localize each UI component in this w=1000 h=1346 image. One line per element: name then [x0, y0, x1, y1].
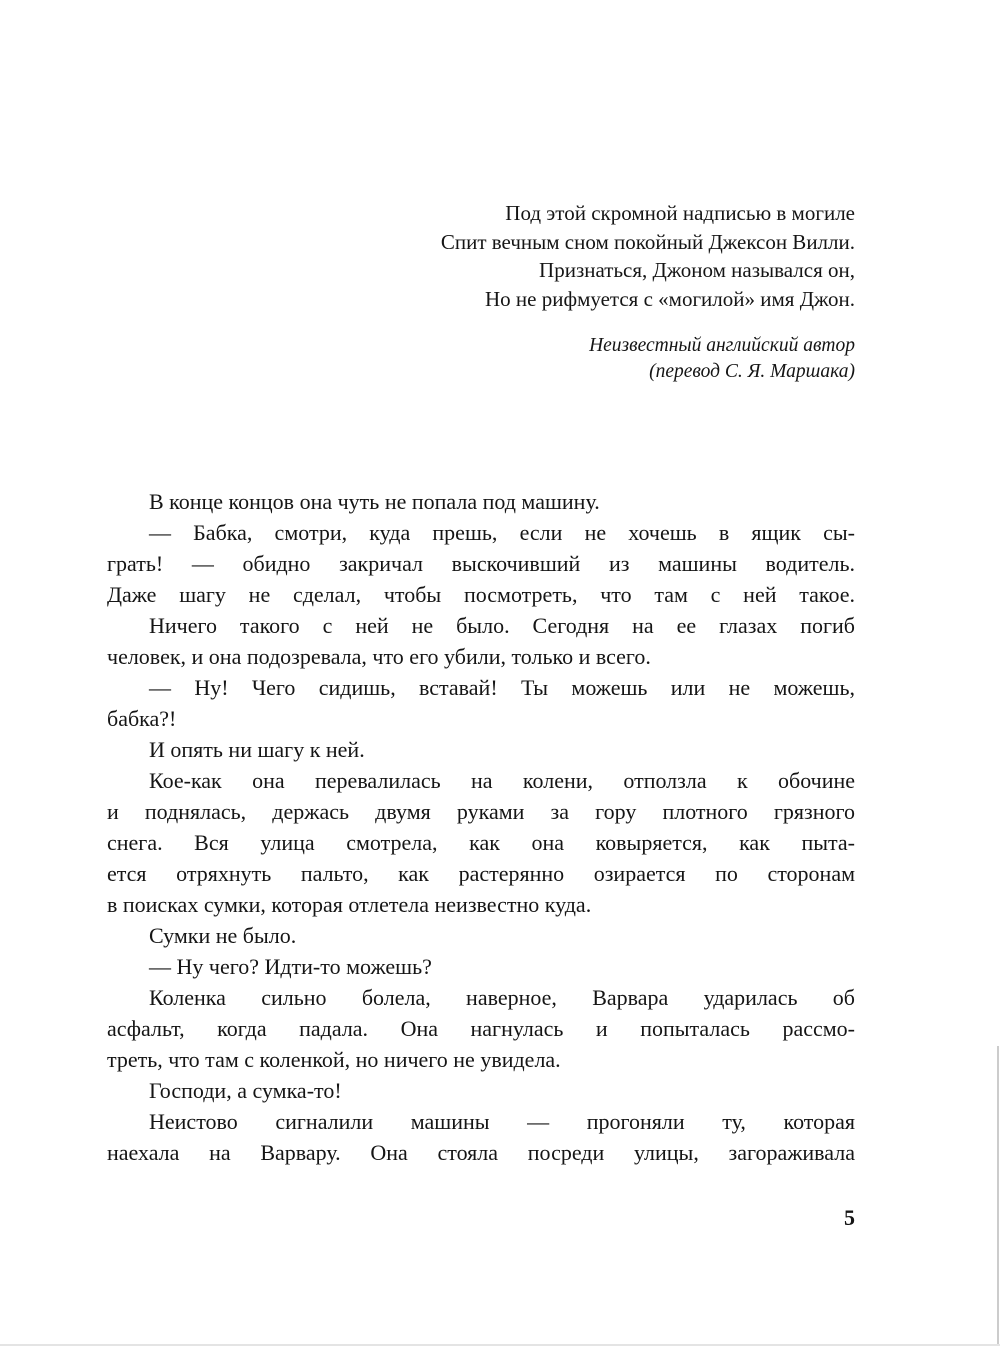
text-line: В конце концов она чуть не попала под машину.	[149, 489, 600, 514]
poem-line: Под этой скромной надписью в могиле	[505, 201, 855, 225]
attribution-line: (перевод С. Я. Маршака)	[649, 361, 855, 382]
text-line: И опять ни шагу к ней.	[149, 737, 365, 762]
text-line: асфальт, когда падала. Она нагнулась и попыталась рассмо-	[107, 1016, 855, 1041]
text-line: снега. Вся улица смотрела, как она ковыряется, как пыта-	[107, 830, 855, 855]
text-line: наехала на Варвару. Она стояла посреди улицы, загораживала	[107, 1140, 855, 1165]
text-line: Кое-как она перевалилась на колени, отползла к обочине	[149, 768, 855, 793]
text-line: и поднялась, держась двумя руками за гору плотного грязного	[107, 799, 855, 824]
epigraph-poem	[441, 199, 855, 313]
scan-edge-artifact	[997, 1046, 999, 1346]
poem-line: Но не рифмуется с «могилой» имя Джон.	[485, 286, 855, 311]
poem-line: Признаться, Джоном назывался он,	[539, 258, 855, 282]
text-line: Сумки не было.	[149, 923, 297, 948]
page-number: 5	[844, 1205, 855, 1230]
text-line: в поисках сумки, которая отлетела неизвестно куда.	[107, 892, 592, 917]
text-line: — Бабка, смотри, куда прешь, если не хочешь в ящик сы-	[149, 520, 855, 545]
text-line: Коленка сильно болела, наверное, Варвара ударилась об	[149, 985, 855, 1010]
text-line: бабка?!	[107, 706, 177, 731]
text-line: — Ну! Чего сидишь, вставай! Ты можешь или не можешь,	[149, 675, 855, 700]
text-line: Даже шагу не сделал, чтобы посмотреть, что там с ней такое.	[107, 582, 855, 607]
text-line: грать! — обидно закричал выскочивший из машины водитель.	[107, 551, 855, 576]
attribution-line: Неизвестный английский автор	[589, 335, 855, 356]
text-line: Господи, а сумка-то!	[149, 1078, 342, 1103]
text-line: — Ну чего? Идти-то можешь?	[149, 954, 432, 979]
poem-line: Спит вечным сном покойный Джексон Вилли.	[440, 229, 855, 254]
text-line: Ничего такого с ней не было. Сегодня на ее глазах погиб	[149, 613, 855, 638]
text-line: треть, что там с коленкой, но ничего не увидела.	[107, 1047, 561, 1072]
epigraph	[441, 199, 855, 385]
text-line: ется отряхнуть пальто, как растерянно озирается по сторонам	[107, 861, 855, 886]
text-line: человек, и она подозревала, что его убили, только и всего.	[107, 644, 651, 669]
epigraph-attribution	[441, 333, 855, 385]
text-line: Неистово сигналили машины — прогоняли ту, которая	[149, 1109, 855, 1134]
body-text	[107, 486, 855, 1168]
